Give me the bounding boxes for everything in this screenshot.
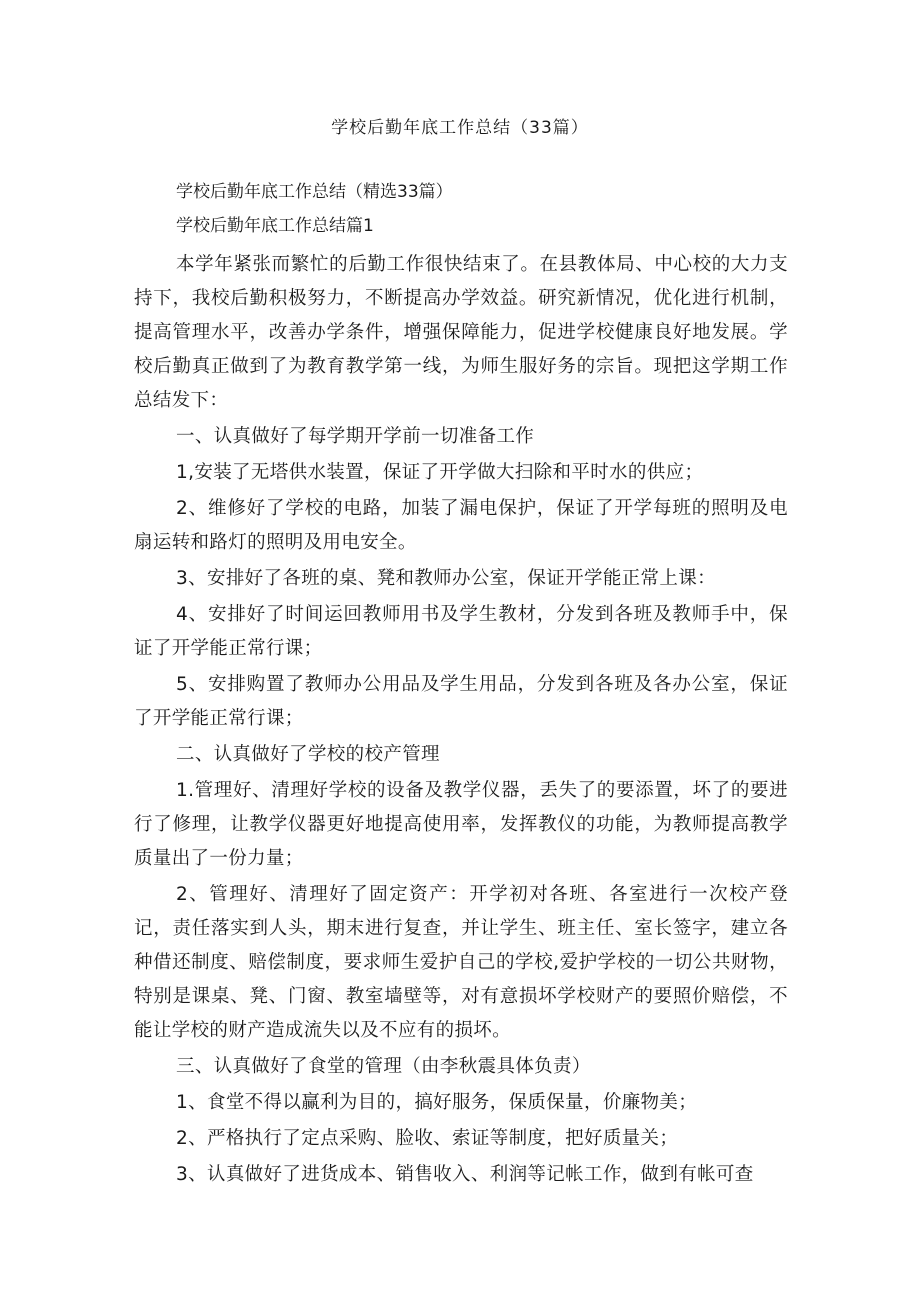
list-item: 4、安排好了时间运回教师用书及学生教材，分发到各班及教师手中，保证了开学能正常行课；	[134, 604, 788, 659]
heading-one: 一、认真做好了每学期开学前一切准备工作	[176, 426, 535, 447]
list-item: 2、严格执行了定点采购、脸收、索证等制度，把好质量关；	[176, 1128, 679, 1149]
heading-two: 二、认真做好了学校的校产管理	[176, 744, 440, 765]
list-item: 1,安装了无塔供水装置，保证了开学做大扫除和平时水的供应；	[176, 462, 704, 483]
heading-three: 三、认真做好了食堂的管理（由李秋震具体负责）	[176, 1056, 591, 1077]
document-title: 学校后勤年底工作总结（33篇）	[331, 118, 589, 138]
list-item: 1.管理好、清理好学校的设备及教学仪器，丢失了的要添置，坏了的要进行了修理，让教学仪器更好地提高使用率，发挥教仪的功能，为教师提高教学质量出了一份力量；	[134, 780, 788, 869]
list-item: 2、管理好、清理好了固定资产：开学初对各班、各室进行一次校产登记，责任落实到人头，期末进行复查，并让学生、班主任、室长签字，建立各种借还制度、赔偿制度，要求师生爱护自己的学校,爱护学校的一切公共财物，特别是课桌、凳、门窗、教室墙壁等，对有意损坏学校财产的要照价赔偿，不能让学校的财产造成流失以及不应有的损坏。	[134, 884, 788, 1041]
document-subtitle: 学校后勤年底工作总结（精选33篇）	[176, 182, 453, 202]
section-title: 学校后勤年底工作总结篇1	[176, 216, 374, 236]
list-item: 5、安排购置了教师办公用品及学生用品，分发到各班及各办公室，保证了开学能正常行课；	[134, 674, 788, 729]
document-body	[134, 180, 788, 1194]
list-item: 3、安排好了各班的桌、凳和教师办公室，保证开学能正常上课：	[176, 568, 716, 589]
list-item: 1、食堂不得以赢利为目的，搞好服务，保质保量，价廉物美；	[176, 1092, 698, 1113]
intro-paragraph: 本学年紧张而繁忙的后勤工作很快结束了。在县教体局、中心校的大力支持下，我校后勤积极努力，不断提高办学效益。研究新情况，优化进行机制，提高管理水平，改善办学条件，增强保障能力，促进学校健康良好地发展。学校后勤真正做到了为教育教学第一线，为师生服好务的宗旨。现把这学期工作总结发下：	[134, 254, 788, 411]
list-item: 3、认真做好了进货成本、销售收入、利润等记帐工作，做到有帐可查	[176, 1164, 754, 1185]
list-item: 2、维修好了学校的电路，加装了漏电保护，保证了开学每班的照明及电扇运转和路灯的照明及用电安全。	[134, 498, 788, 553]
